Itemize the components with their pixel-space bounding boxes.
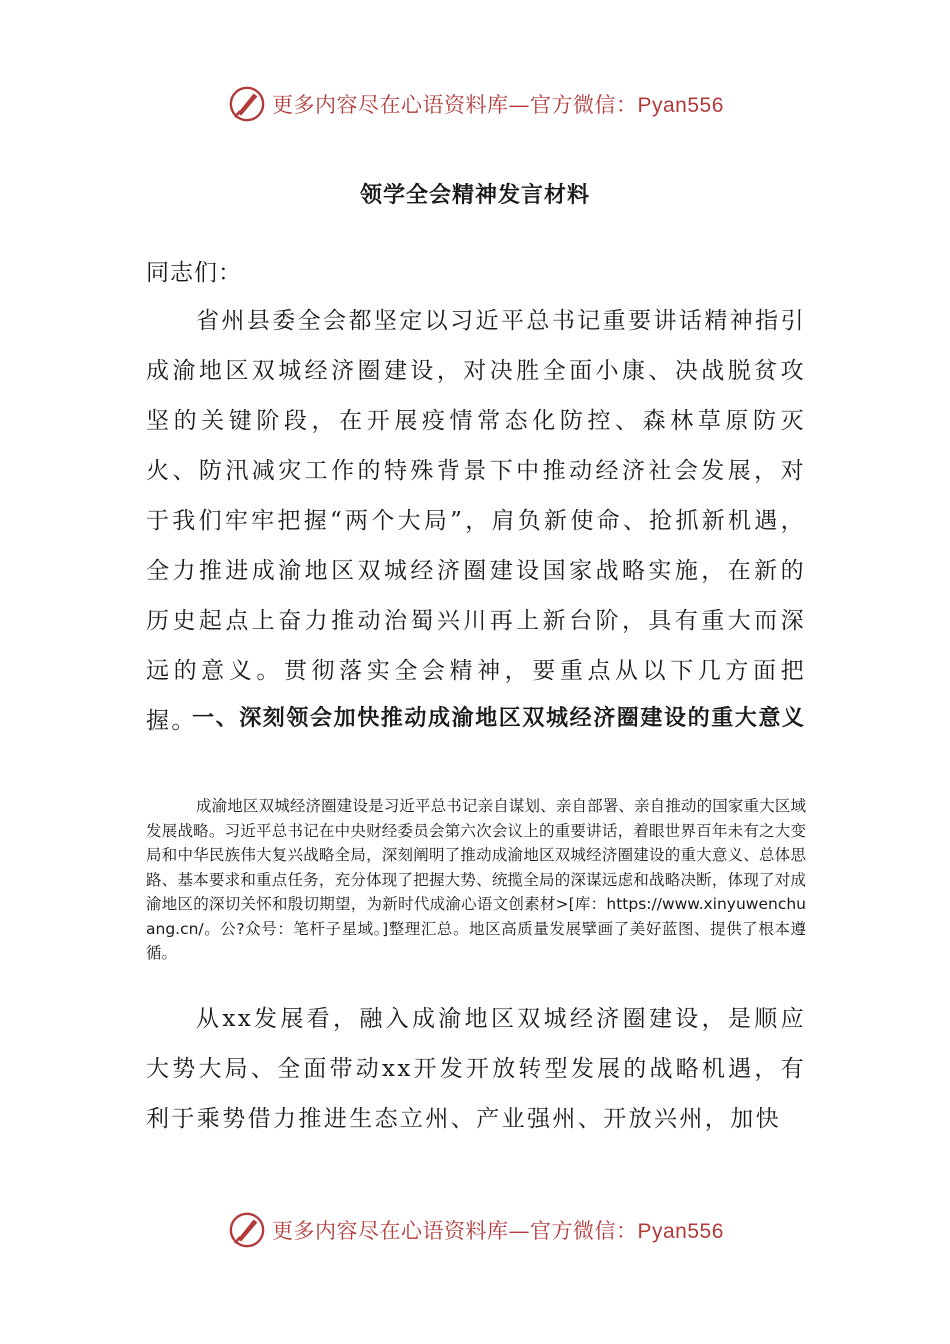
banner-text: 更多内容尽在心语资料库—官方微信： xyxy=(272,93,638,117)
document-title: 领学全会精神发言材料 xyxy=(359,183,590,208)
inserted-small-paragraph: 成渝地区双城经济圈建设是习近平总书记亲自谋划、亲自部署、亲自推动的国家重大区域发展战略。习近平总书记在中央财经委员会第六次会议上的重要讲话，着眼世界百年未有之大变局和中华民族伟大复兴战略全局，深刻阐明了推动成渝地区双城经济圈建设的重大意义、总体思路、基本要求和重点任务，充分体现了把握大势、统揽全局的深谋远虑和战略决断，体现了对成渝地区的深切关怀和殷切期望，为新时代成渝心语文创素材>[库：https://www.xinyuwenchuang.cn/。公?众号：笔杆子星域。]整理汇总。地区高质量发展擘画了美好蓝图、提供了根本遵循。 xyxy=(146,797,806,962)
body-paragraph-2: 从xx发展看，融入成渝地区双城经济圈建设，是顺应大势大局、全面带动xx开发开放转型发展的战略机遇，有利于乘势借力推进生态立州、产业强州、开放兴州，加快 xyxy=(146,1006,806,1132)
section-heading-1: 一、深刻领会加快推动成渝地区双城经济圈建设的重大意义 xyxy=(192,706,806,731)
quill-pen-logo-icon xyxy=(228,1211,266,1249)
footer-watermark-banner xyxy=(228,1210,724,1250)
banner-slogan xyxy=(272,89,724,119)
banner-handle: Pyan556 xyxy=(637,1220,724,1243)
quill-pen-logo-icon xyxy=(228,85,266,123)
banner-slogan xyxy=(272,1215,724,1245)
header-watermark-banner xyxy=(228,84,724,124)
body-paragraph-1: 省州县委全会都坚定以习近平总书记重要讲话精神指引成渝地区双城经济圈建设，对决胜全面小康、决战脱贫攻坚的关键阶段，在开展疫情常态化防控、森林草原防灭火、防汛减灾工作的特殊背景下中推动经济社会发展，对于我们牢牢把握“两个大局”，肩负新使命、抢抓新机遇，全力推进成渝地区双城经济圈建设国家战略实施，在新的历史起点上奋力推动治蜀兴川再上新台阶，具有重大而深远的意义。贯彻落实全会精神，要重点从以下几方面把握。 xyxy=(146,308,806,734)
banner-handle: Pyan556 xyxy=(637,94,724,117)
greeting: 同志们： xyxy=(146,260,242,286)
banner-text: 更多内容尽在心语资料库—官方微信： xyxy=(272,1219,638,1243)
